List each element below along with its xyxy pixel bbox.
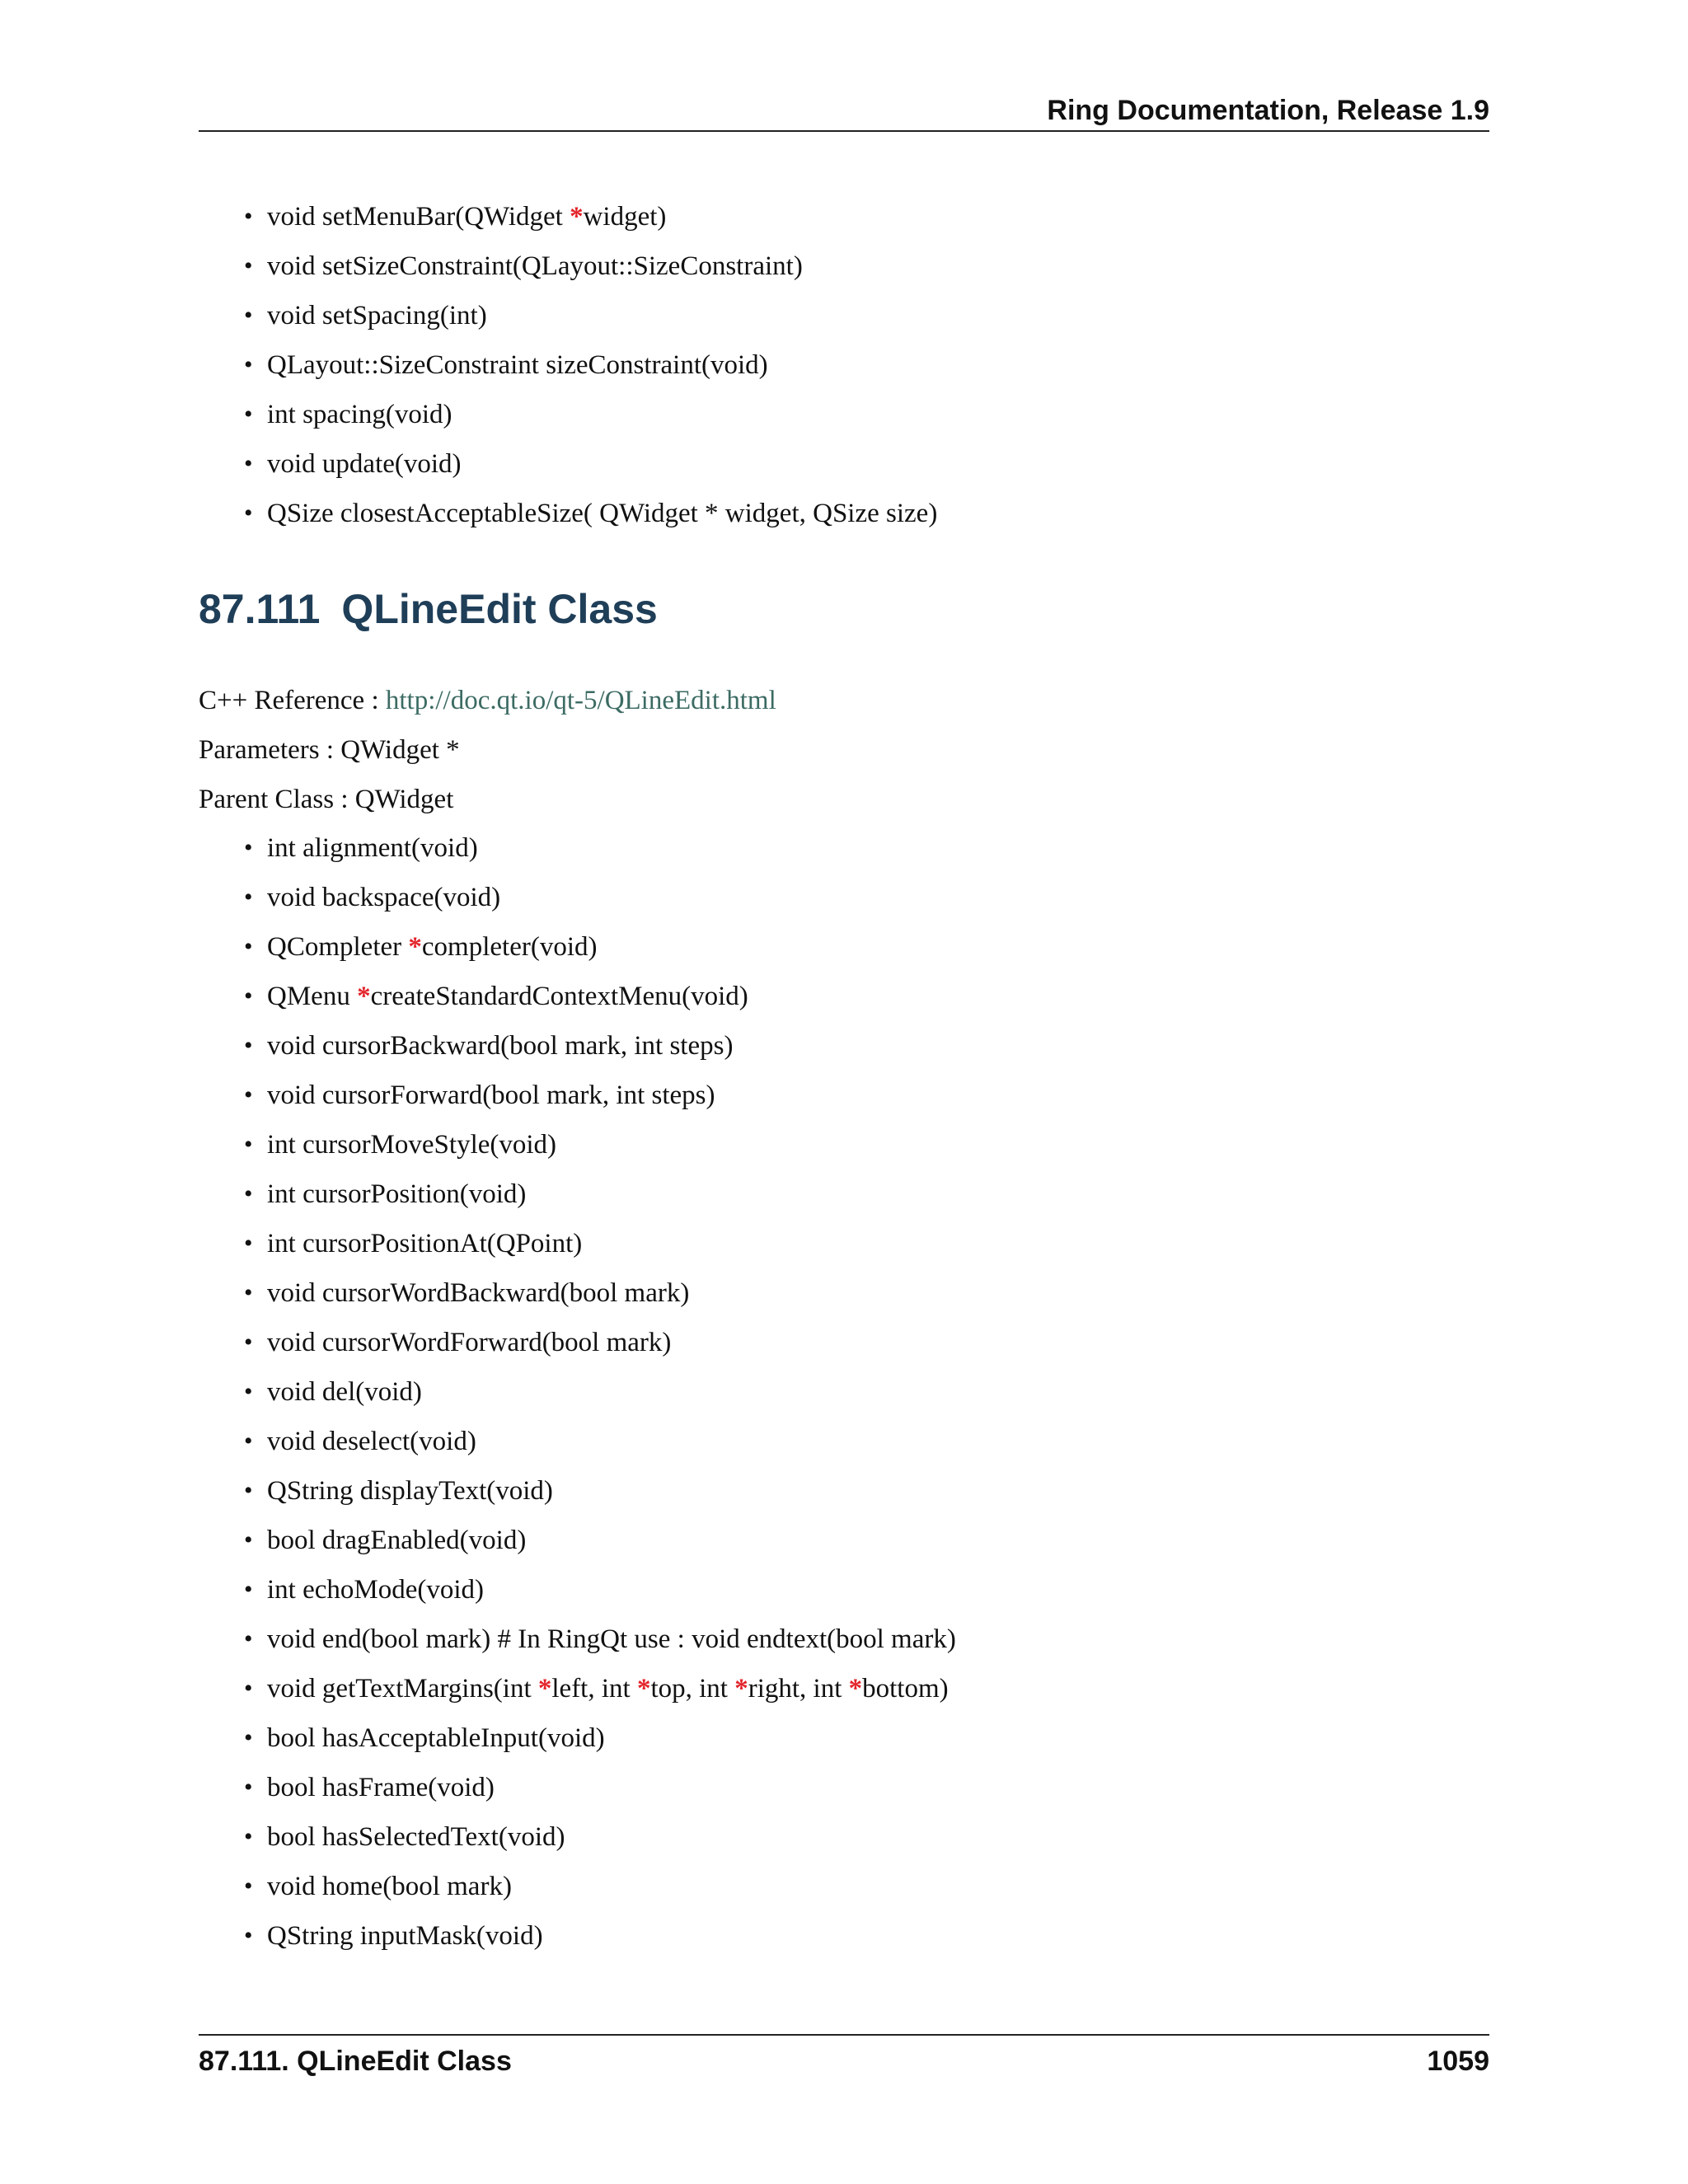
bullet-icon: •: [244, 1675, 253, 1702]
bullet-icon: •: [244, 1032, 253, 1059]
item-text: QCompleter: [267, 932, 409, 962]
item-text: bool hasSelectedText(void): [267, 1822, 565, 1852]
document-title: Ring Documentation, Release 1.9: [1047, 95, 1489, 126]
item-text: void update(void): [267, 449, 462, 479]
list-item: [244, 1664, 956, 1713]
list-item: [244, 1812, 956, 1862]
list-item: [244, 1763, 956, 1812]
item-text: int alignment(void): [267, 833, 478, 863]
bullet-icon: •: [244, 1724, 253, 1751]
list-item: [244, 1367, 956, 1417]
item-text: bool hasAcceptableInput(void): [267, 1723, 605, 1753]
list-item: [244, 1565, 956, 1615]
section-number: 87.111: [199, 586, 321, 632]
list-item: [244, 390, 937, 439]
item-text: int cursorMoveStyle(void): [267, 1130, 557, 1160]
pointer-star: *: [408, 932, 422, 962]
list-item: [244, 1120, 956, 1169]
page-header: [199, 87, 1489, 132]
item-text: QLayout::SizeConstraint sizeConstraint(void): [267, 350, 768, 380]
bullet-icon: •: [244, 1872, 253, 1900]
list-item: [244, 922, 956, 972]
item-text: void cursorWordBackward(bool mark): [267, 1278, 690, 1308]
reference-line: [199, 676, 776, 725]
item-text: int cursorPositionAt(QPoint): [267, 1229, 583, 1258]
list-item: [244, 439, 937, 489]
item-text: void getTextMargins(int: [267, 1674, 538, 1704]
item-text: QString inputMask(void): [267, 1921, 543, 1951]
item-text: QMenu: [267, 982, 358, 1011]
list-item: [244, 1615, 956, 1664]
item-text: QSize closestAcceptableSize( QWidget * widget, QSize size): [267, 499, 938, 528]
bullet-icon: •: [244, 1823, 253, 1850]
list-item: [244, 1862, 956, 1911]
item-text: void cursorForward(bool mark, int steps): [267, 1080, 715, 1110]
item-text: void home(bool mark): [267, 1872, 512, 1901]
section-title: QLineEdit Class: [341, 586, 658, 632]
bullet-icon: •: [244, 499, 253, 527]
method-list: [244, 823, 956, 1961]
pointer-star: *: [848, 1674, 863, 1704]
bullet-icon: •: [244, 1081, 253, 1108]
list-item: [244, 291, 937, 340]
bullet-icon: •: [244, 252, 253, 279]
footer-section-title: 87.111. QLineEdit Class: [199, 2046, 512, 2077]
list-item: [244, 823, 956, 873]
bullet-icon: •: [244, 1625, 253, 1652]
list-item: [244, 1021, 956, 1071]
list-item: [244, 192, 937, 241]
pointer-star: *: [537, 1674, 552, 1704]
page-footer: [199, 2034, 1489, 2085]
list-item: [244, 1713, 956, 1763]
parameters-line: Parameters : QWidget *: [199, 735, 460, 765]
bullet-icon: •: [244, 982, 253, 1010]
list-item: [244, 1268, 956, 1318]
bullet-icon: •: [244, 1526, 253, 1554]
list-item: [244, 1466, 956, 1516]
parent-class-line: Parent Class : QWidget: [199, 785, 454, 814]
bullet-icon: •: [244, 1279, 253, 1306]
list-item: [244, 1516, 956, 1565]
bullet-icon: •: [244, 933, 253, 960]
list-item: [244, 972, 956, 1021]
list-item: [244, 1318, 956, 1367]
bullet-icon: •: [244, 1922, 253, 1949]
bullet-icon: •: [244, 1774, 253, 1801]
bullet-icon: •: [244, 450, 253, 477]
pointer-star: *: [570, 202, 584, 232]
item-text: void cursorBackward(bool mark, int steps): [267, 1031, 734, 1061]
item-text: void setMenuBar(QWidget: [267, 202, 570, 232]
item-text: void backspace(void): [267, 883, 501, 912]
item-text: top, int: [650, 1674, 735, 1704]
list-item: [244, 1071, 956, 1120]
item-text: void setSpacing(int): [267, 301, 487, 330]
reference-link[interactable]: http://doc.qt.io/qt-5/QLineEdit.html: [385, 686, 776, 715]
list-item: [244, 1219, 956, 1268]
list-item: [244, 1911, 956, 1961]
item-text: int echoMode(void): [267, 1575, 485, 1605]
list-item: [244, 489, 937, 538]
bullet-icon: •: [244, 883, 253, 911]
item-text: void del(void): [267, 1377, 422, 1407]
item-text: void setSizeConstraint(QLayout::SizeConstraint): [267, 251, 803, 281]
pointer-star: *: [636, 1674, 651, 1704]
bullet-icon: •: [244, 1576, 253, 1603]
bullet-icon: •: [244, 1427, 253, 1455]
section-heading: [199, 585, 658, 633]
method-list-top: [244, 192, 937, 538]
item-text: bool hasFrame(void): [267, 1773, 495, 1802]
bullet-icon: •: [244, 302, 253, 329]
item-text: left, int: [551, 1674, 637, 1704]
pointer-star: *: [357, 982, 371, 1011]
bullet-icon: •: [244, 203, 253, 230]
list-item: [244, 1169, 956, 1219]
bullet-icon: •: [244, 1131, 253, 1158]
bullet-icon: •: [244, 1329, 253, 1356]
bullet-icon: •: [244, 1378, 253, 1405]
reference-label: C++ Reference :: [199, 686, 386, 715]
bullet-icon: •: [244, 401, 253, 428]
bullet-icon: •: [244, 351, 253, 378]
bullet-icon: •: [244, 1180, 253, 1207]
item-text: void end(bool mark) # In RingQt use : void endtext(bool mark): [267, 1624, 956, 1654]
list-item: [244, 340, 937, 390]
item-text: createStandardContextMenu(void): [370, 982, 748, 1011]
list-item: [244, 241, 937, 291]
item-text: widget): [583, 202, 667, 232]
bullet-icon: •: [244, 1477, 253, 1504]
list-item: [244, 873, 956, 922]
item-text: bottom): [862, 1674, 949, 1704]
item-text: bool dragEnabled(void): [267, 1526, 527, 1555]
item-text: right, int: [748, 1674, 849, 1704]
item-text: int cursorPosition(void): [267, 1179, 527, 1209]
bullet-icon: •: [244, 1230, 253, 1257]
bullet-icon: •: [244, 834, 253, 861]
item-text: void deselect(void): [267, 1427, 476, 1456]
page-number: 1059: [1427, 2046, 1489, 2077]
pointer-star: *: [734, 1674, 748, 1704]
item-text: completer(void): [421, 932, 598, 962]
item-text: QString displayText(void): [267, 1476, 553, 1506]
list-item: [244, 1417, 956, 1466]
item-text: int spacing(void): [267, 400, 452, 429]
item-text: void cursorWordForward(bool mark): [267, 1328, 672, 1357]
